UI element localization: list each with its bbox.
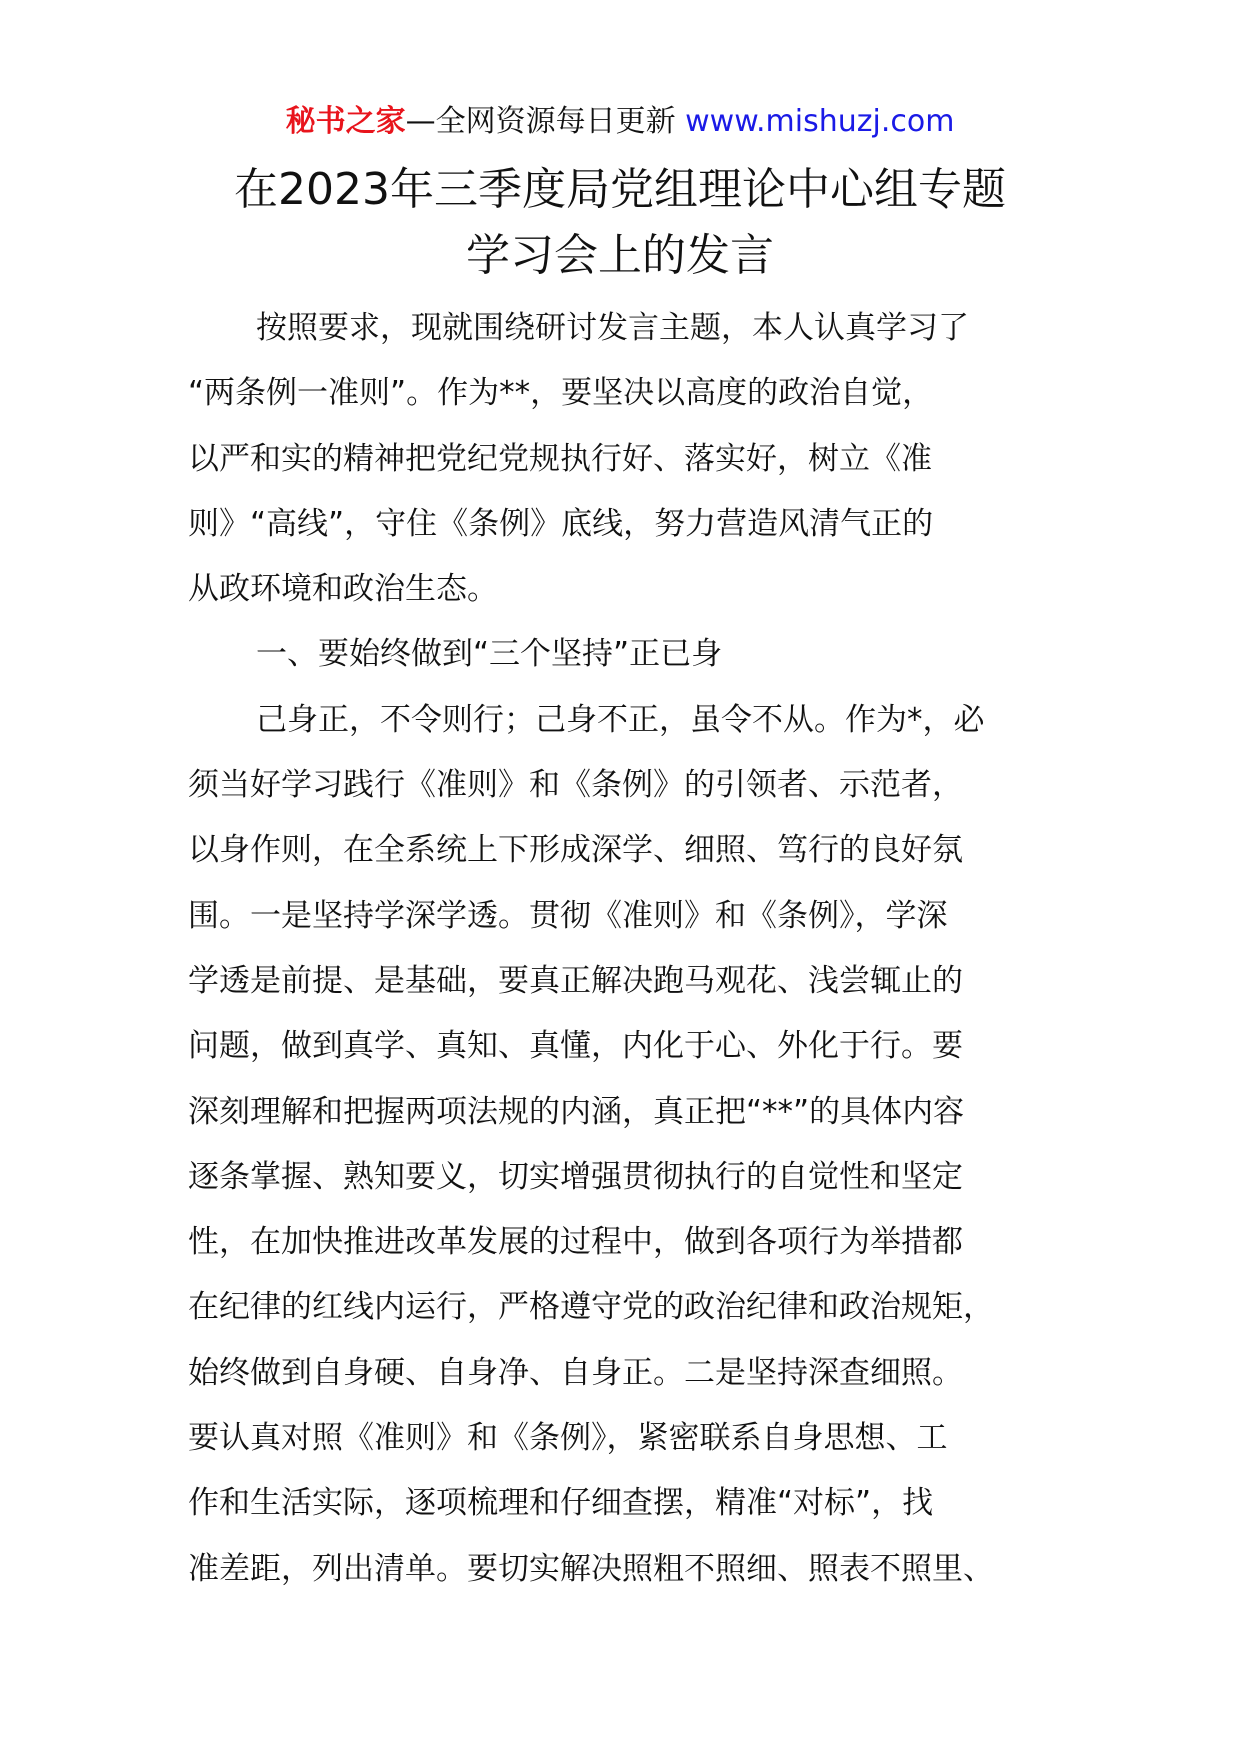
brand-name: 秘书之家 <box>285 104 406 139</box>
text-line: 则》“高线”，守住《条例》底线，努力营造风清气正的 <box>188 505 934 542</box>
document-body <box>188 296 1048 1602</box>
text-line: 作和生活实际，逐项梳理和仔细查摆，精准“对标”，找 <box>188 1485 934 1522</box>
text-line: 学透是前提、是基础，要真正解决跑马观花、浅尝辄止的 <box>188 962 963 999</box>
site-url-link[interactable]: www.mishuzj.com <box>685 104 955 139</box>
text-line: 在纪律的红线内运行，严格遵守党的政治纪律和政治规矩， <box>188 1289 994 1326</box>
document-title-line-1: 在2023年三季度局党组理论中心组专题 <box>234 164 1006 215</box>
text-line: 围。一是坚持学深学透。贯彻《准则》和《条例》，学深 <box>188 897 948 934</box>
text-line: 从政环境和政治生态。 <box>188 571 498 608</box>
text-line: 逐条掌握、熟知要义，切实增强贯彻执行的自觉性和坚定 <box>188 1158 963 1195</box>
document-title-line-2: 学习会上的发言 <box>466 230 774 281</box>
text-line: 要认真对照《准则》和《条例》，紧密联系自身思想、工 <box>188 1420 948 1457</box>
text-line: 性，在加快推进改革发展的过程中，做到各项行为举措都 <box>188 1224 963 1261</box>
site-header <box>0 100 1240 144</box>
text-line: 己身正，不令则行；己身不正，虽令不从。作为*，必 <box>256 701 985 738</box>
text-line: 问题，做到真学、真知、真懂，内化于心、外化于行。要 <box>188 1028 963 1065</box>
text-line: 以身作则，在全系统上下形成深学、细照、笃行的良好氛 <box>188 832 963 869</box>
text-line: 以严和实的精神把党纪党规执行好、落实好，树立《准 <box>188 440 932 477</box>
text-line: 始终做到自身硬、自身净、自身正。二是坚持深查细照。 <box>188 1354 963 1391</box>
text-line: 准差距，列出清单。要切实解决照粗不照细、照表不照里、 <box>188 1550 994 1587</box>
text-line: 按照要求，现就围绕研讨发言主题，本人认真学习了 <box>256 310 969 346</box>
text-line: 深刻理解和把握两项法规的内涵，真正把“**”的具体内容 <box>188 1093 965 1130</box>
text-line: “两条例一准则”。作为**，要坚决以高度的政治自觉， <box>188 375 934 412</box>
section-heading: 一、要始终做到“三个坚持”正已身 <box>256 636 723 673</box>
text-line: 须当好学习践行《准则》和《条例》的引领者、示范者， <box>188 767 963 804</box>
site-slogan: —全网资源每日更新 <box>405 104 676 139</box>
